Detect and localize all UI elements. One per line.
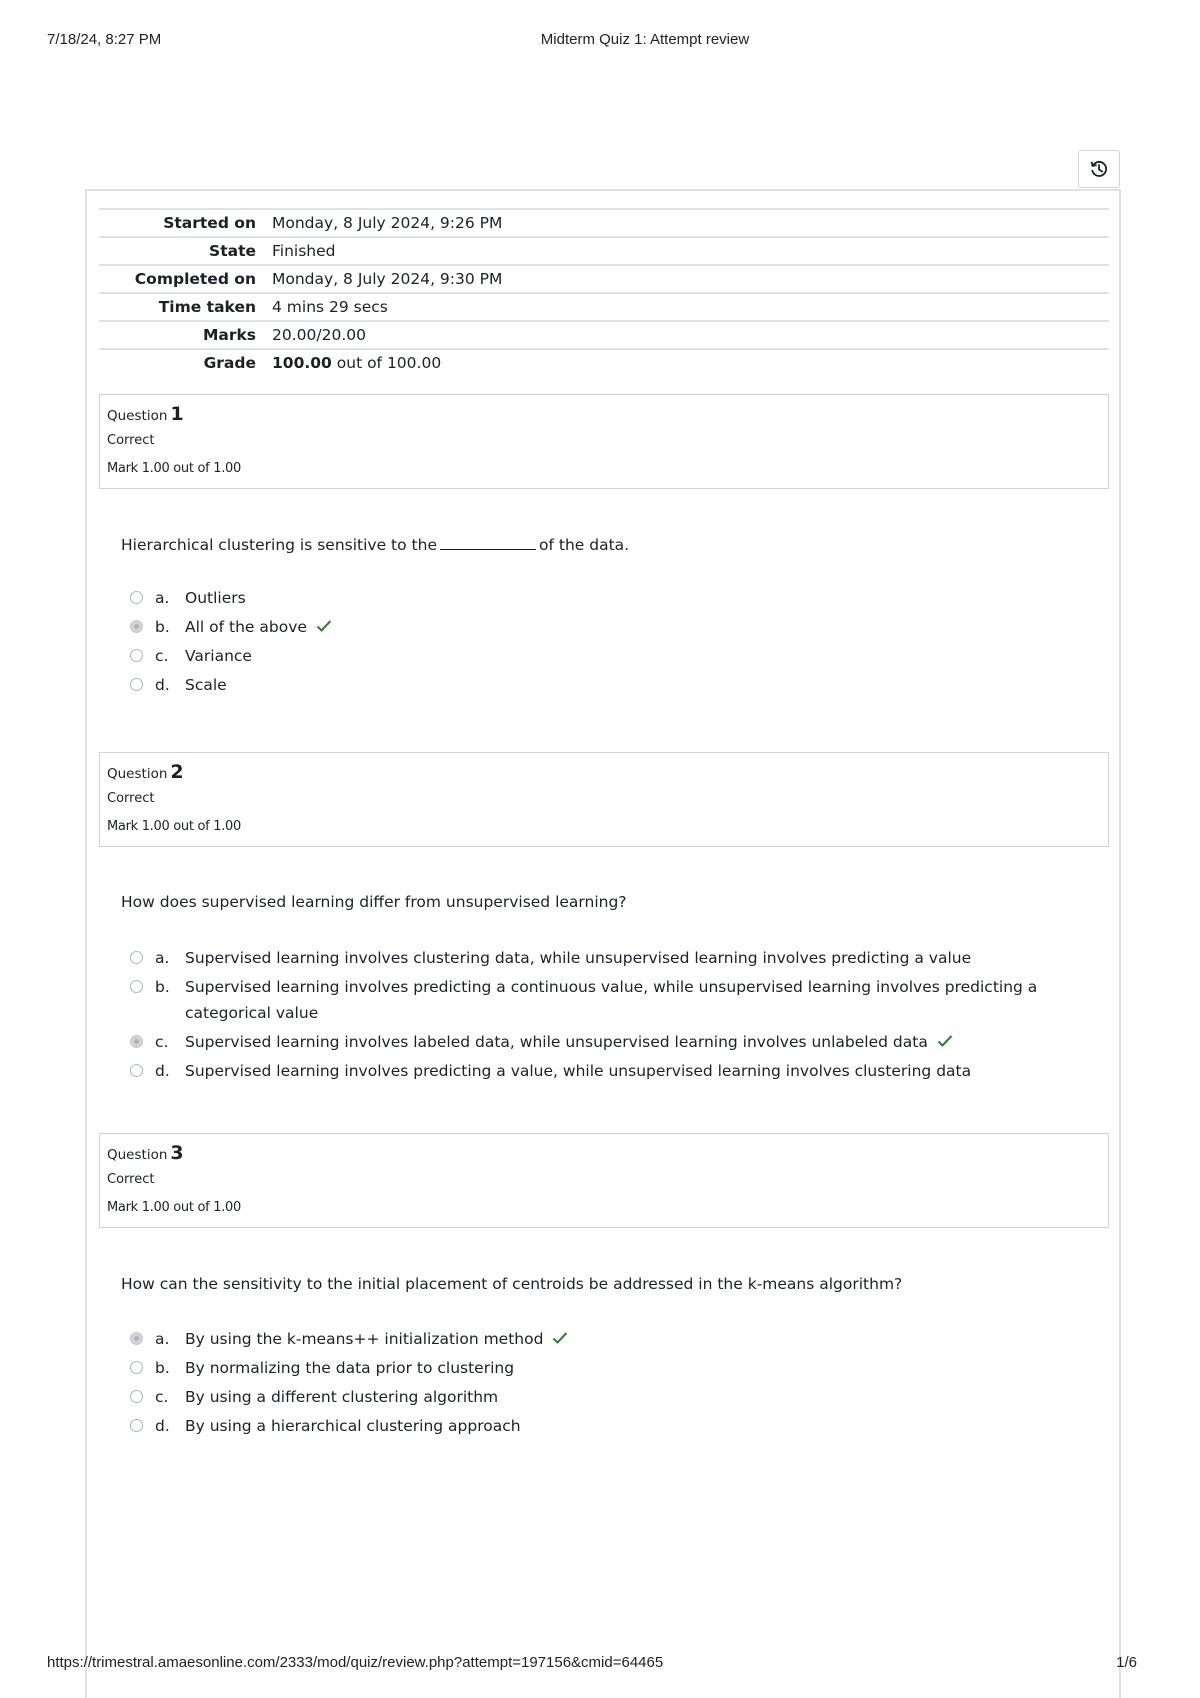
question-grade: Mark 1.00 out of 1.00 <box>107 1200 241 1215</box>
option-letter: d. <box>155 1417 170 1435</box>
option-letter: c. <box>155 647 169 665</box>
option-letter: d. <box>155 676 170 694</box>
summary-row <box>99 237 1109 265</box>
option-letter: d. <box>155 1062 170 1080</box>
option-text: By using a hierarchical clustering approach <box>185 1417 521 1435</box>
answer-option[interactable] <box>130 643 1090 669</box>
grade-suffix: out of 100.00 <box>336 354 442 372</box>
option-text: Supervised learning involves clustering data, while unsupervised learning involves predicting a value <box>185 949 972 967</box>
answer-list-2 <box>130 945 1090 1087</box>
answer-option[interactable] <box>130 945 1090 971</box>
summary-row <box>99 209 1109 237</box>
print-url: https://trimestral.amaesonline.com/2333/mod/quiz/review.php?attempt=197156&cmid=64465 <box>47 1654 664 1671</box>
summary-value: Finished <box>272 242 336 260</box>
summary-row-grade <box>99 349 1109 376</box>
radio-button[interactable] <box>130 649 143 662</box>
question-state: Correct <box>107 433 155 448</box>
check-icon <box>552 1331 568 1345</box>
question-grade: Mark 1.00 out of 1.00 <box>107 819 241 834</box>
summary-label: State <box>209 242 256 260</box>
option-letter: b. <box>155 1359 170 1377</box>
radio-button-checked[interactable] <box>130 1035 143 1048</box>
radio-button[interactable] <box>130 1390 143 1403</box>
print-page-title: Midterm Quiz 1: Attempt review <box>540 31 750 48</box>
answer-list-1 <box>130 585 1090 701</box>
summary-row <box>99 293 1109 321</box>
answer-option[interactable] <box>130 1355 1090 1381</box>
attempt-history-button[interactable] <box>1078 150 1120 188</box>
option-text: By using a different clustering algorithm <box>185 1388 499 1406</box>
radio-button[interactable] <box>130 591 143 604</box>
radio-button-checked[interactable] <box>130 1332 143 1345</box>
attempt-summary-table <box>99 208 1109 376</box>
answer-option[interactable] <box>130 672 1090 698</box>
option-letter: a. <box>155 589 170 607</box>
print-page-number: 1/6 <box>1116 1654 1137 1671</box>
question-number: Question 3 <box>107 1142 184 1164</box>
print-footer <box>47 1654 1153 1674</box>
radio-button[interactable] <box>130 951 143 964</box>
grade-score: 100.00 <box>272 354 332 372</box>
summary-value: Monday, 8 July 2024, 9:30 PM <box>272 270 503 288</box>
summary-label: Started on <box>163 214 256 232</box>
option-text: All of the above <box>185 618 307 636</box>
answer-option-selected[interactable] <box>130 1029 1090 1055</box>
print-date: 7/18/24, 8:27 PM <box>47 31 162 48</box>
answer-option[interactable] <box>130 1413 1090 1439</box>
check-icon <box>316 619 332 633</box>
radio-button[interactable] <box>130 980 143 993</box>
summary-row <box>99 265 1109 293</box>
option-text: By normalizing the data prior to clustering <box>185 1359 515 1377</box>
summary-value: 4 mins 29 secs <box>272 298 388 316</box>
option-letter: b. <box>155 978 170 996</box>
option-text: Supervised learning involves labeled data, while unsupervised learning involves unlabeled data <box>185 1033 928 1051</box>
answer-option-selected[interactable] <box>130 1326 1090 1352</box>
option-text: By using the k-means++ initialization method <box>185 1330 544 1348</box>
option-text: Supervised learning involves predicting a value, while unsupervised learning involves clustering data <box>185 1062 972 1080</box>
answer-option-selected[interactable] <box>130 614 1090 640</box>
question-number: Question 1 <box>107 403 184 425</box>
summary-label: Marks <box>202 326 256 344</box>
summary-label: Completed on <box>134 270 256 288</box>
option-letter: a. <box>155 949 170 967</box>
summary-value: 20.00/20.00 <box>272 326 366 344</box>
summary-label: Grade <box>203 354 256 372</box>
radio-button[interactable] <box>130 678 143 691</box>
question-text-2: How does supervised learning differ from unsupervised learning? <box>121 893 627 911</box>
question-text-3: How can the sensitivity to the initial placement of centroids be addressed in the k-means algorithm? <box>121 1275 903 1293</box>
radio-button[interactable] <box>130 1419 143 1432</box>
question-grade: Mark 1.00 out of 1.00 <box>107 461 241 476</box>
answer-option[interactable] <box>130 1058 1090 1084</box>
answer-option[interactable] <box>130 585 1090 611</box>
radio-button-checked[interactable] <box>130 620 143 633</box>
option-text: Outliers <box>185 589 246 607</box>
option-letter: b. <box>155 618 170 636</box>
question-info-2 <box>99 752 1109 847</box>
summary-row <box>99 321 1109 349</box>
option-letter: a. <box>155 1330 170 1348</box>
question-state: Correct <box>107 791 155 806</box>
question-text-1: Hierarchical clustering is sensitive to the of the data. <box>121 536 630 554</box>
radio-button[interactable] <box>130 1064 143 1077</box>
print-header <box>47 31 1153 51</box>
summary-value <box>264 349 1109 376</box>
question-state: Correct <box>107 1172 155 1187</box>
fill-in-blank <box>440 535 536 550</box>
check-icon <box>937 1034 953 1048</box>
option-text: Variance <box>185 647 252 665</box>
history-icon <box>1089 159 1109 179</box>
option-text: Supervised learning involves predicting a continuous value, while unsupervised learning involves predicting a categorical value <box>185 978 1038 1022</box>
summary-label: Time taken <box>158 298 256 316</box>
radio-button[interactable] <box>130 1361 143 1374</box>
answer-list-3 <box>130 1326 1090 1442</box>
question-number: Question 2 <box>107 761 184 783</box>
summary-value: Monday, 8 July 2024, 9:26 PM <box>272 214 503 232</box>
option-letter: c. <box>155 1033 169 1051</box>
question-info-3 <box>99 1133 1109 1228</box>
question-info-1 <box>99 394 1109 489</box>
option-text: Scale <box>185 676 227 694</box>
answer-option[interactable] <box>130 974 1090 1026</box>
answer-option[interactable] <box>130 1384 1090 1410</box>
option-letter: c. <box>155 1388 169 1406</box>
